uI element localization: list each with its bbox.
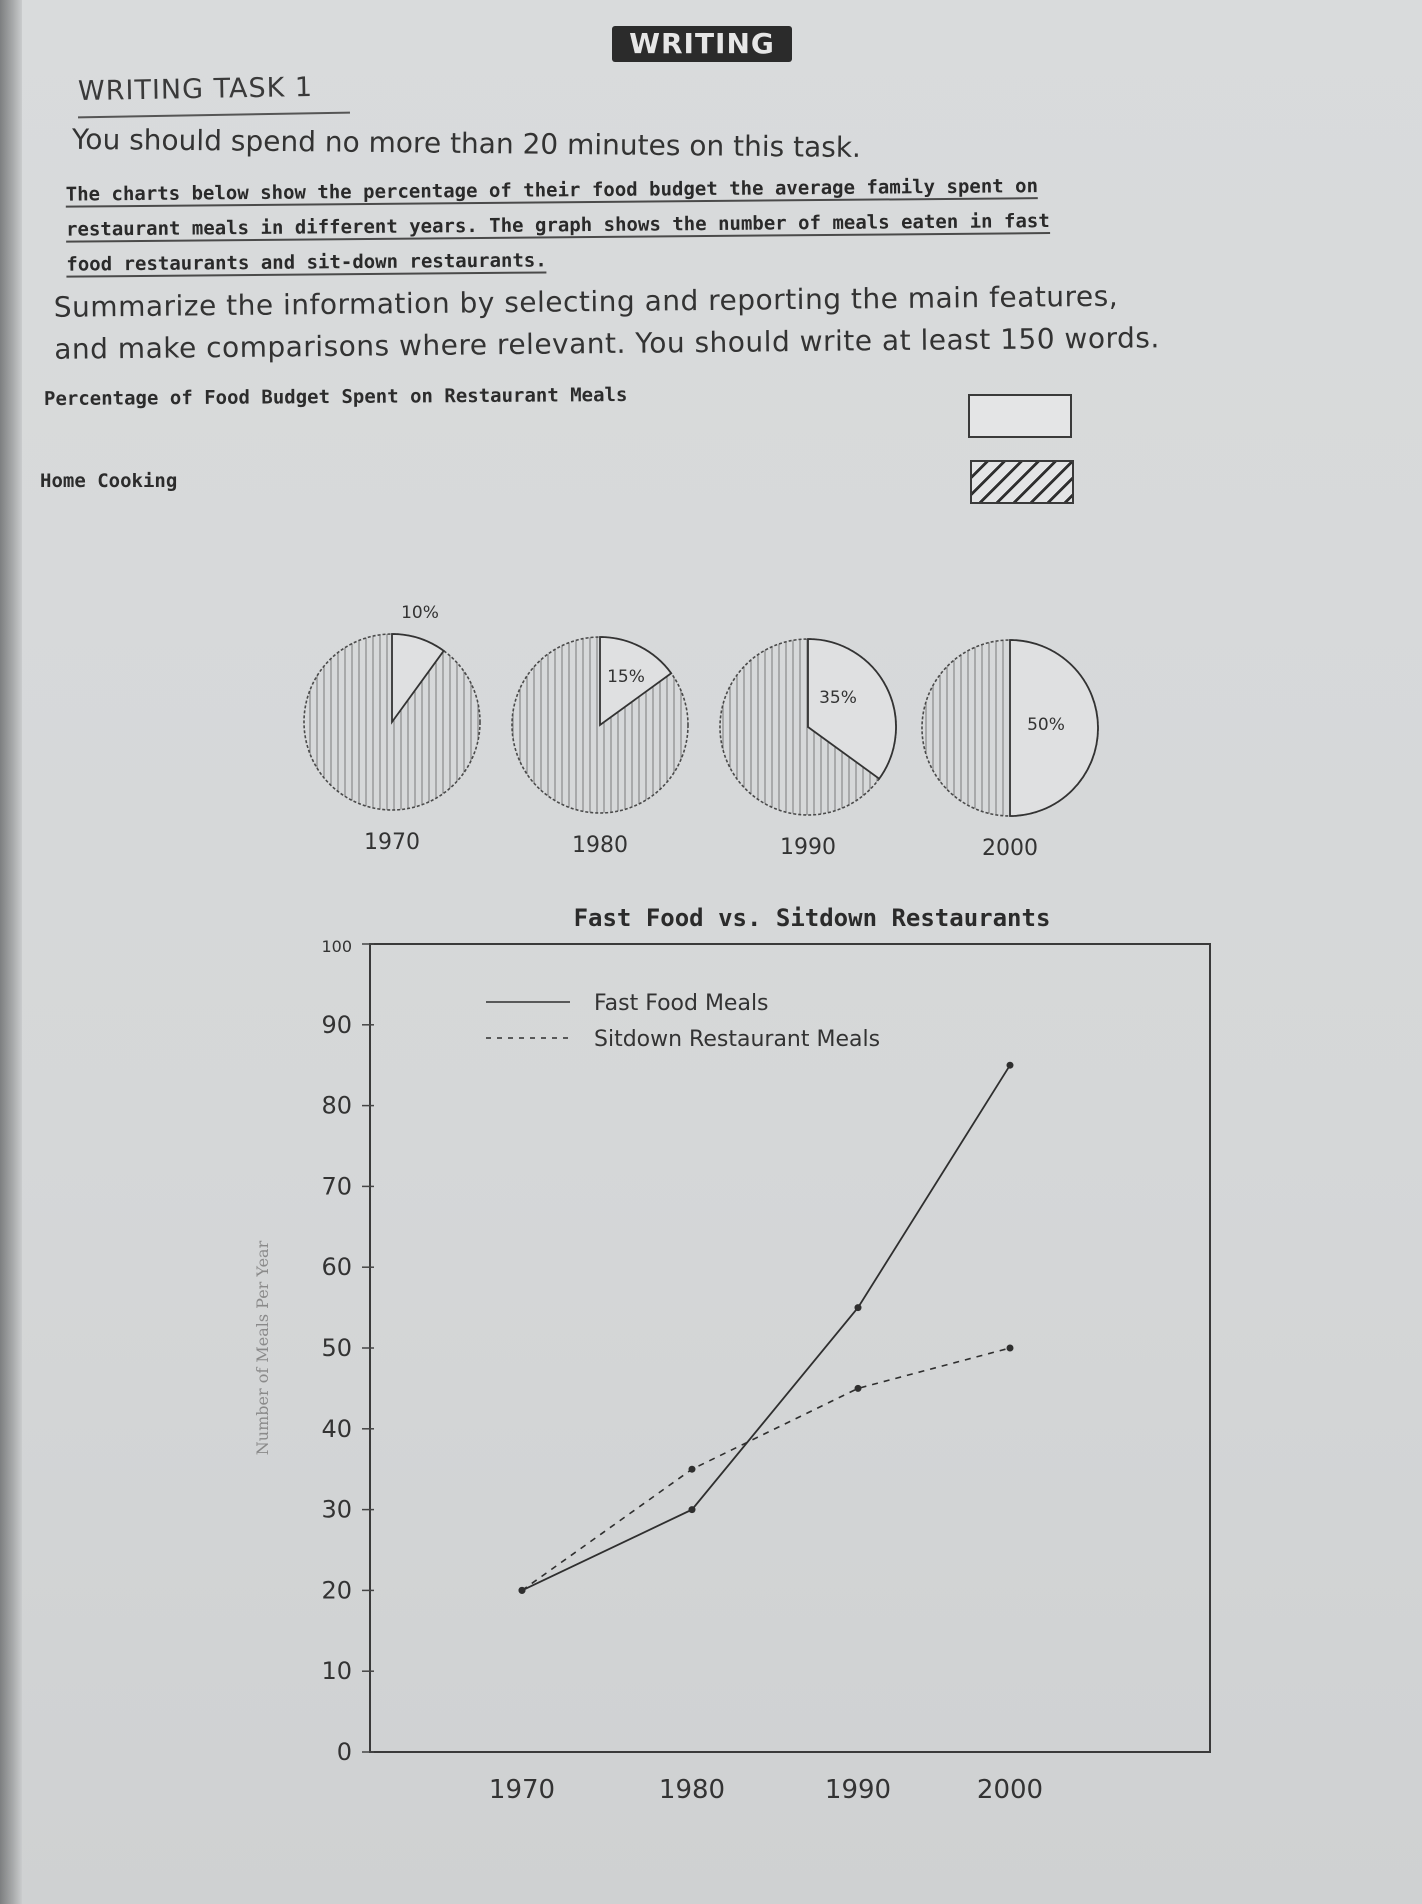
pie-year-label-2000: 2000	[982, 836, 1038, 861]
y-tick-label-60: 60	[321, 1253, 352, 1282]
pie-year-label-1980: 1980	[572, 833, 628, 858]
y-tick-label-100: 100	[321, 937, 352, 956]
prompt-line-1: The charts below show the percentage of their food budget the average family spent on	[65, 175, 1039, 206]
legend-label-sitdown-restaurant-meals: Sitdown Restaurant Meals	[594, 1027, 881, 1052]
task-title: WRITING TASK 1	[77, 71, 314, 108]
y-tick-label-20: 20	[321, 1576, 352, 1605]
point-sitdown-restaurant-meals-2000	[1007, 1345, 1014, 1352]
plot-frame	[370, 944, 1210, 1752]
summary-line-1: Summarize the information by selecting and reporting the main features,	[53, 279, 1119, 324]
pie-year-label-1990: 1990	[780, 835, 836, 860]
y-tick-label-70: 70	[321, 1172, 352, 1201]
line-chart-title: Fast Food vs. Sitdown Restaurants	[573, 904, 1051, 932]
series-line-fast-food-meals	[522, 1065, 1010, 1590]
y-tick-label-50: 50	[321, 1334, 352, 1362]
point-fast-food-meals-2000	[1007, 1062, 1014, 1069]
time-instruction: You should spend no more than 20 minutes on this task.	[71, 122, 862, 165]
section-badge: WRITING	[612, 26, 792, 62]
series-line-sitdown-restaurant-meals	[522, 1348, 1010, 1590]
legend-label-home-cooking: Home Cooking	[40, 470, 178, 492]
legend-label-fast-food-meals: Fast Food Meals	[594, 991, 769, 1016]
y-tick-label-30: 30	[321, 1495, 352, 1524]
legend-label-restaurant: Percentage of Food Budget Spent on Restaurant Meals	[43, 383, 628, 411]
y-tick-label-10: 10	[321, 1657, 352, 1686]
y-tick-label-0: 0	[336, 1738, 352, 1766]
y-tick-label-40: 40	[321, 1414, 352, 1443]
pie-year-label-1970: 1970	[364, 830, 420, 855]
x-tick-label-1990: 1990	[824, 1775, 892, 1805]
line-chart	[253, 904, 1210, 1805]
point-fast-food-meals-1990	[855, 1304, 862, 1311]
y-tick-label-80: 80	[321, 1091, 352, 1120]
pie-1970-percent-label: 10%	[401, 603, 439, 623]
point-sitdown-restaurant-meals-1990	[855, 1385, 862, 1392]
summary-line-2: and make comparisons where relevant. You should write at least 150 words.	[54, 321, 1160, 366]
point-sitdown-restaurant-meals-1970	[519, 1587, 526, 1594]
pie-1990-percent-label: 35%	[819, 688, 857, 708]
x-tick-label-1980: 1980	[658, 1775, 726, 1805]
pie-1980-percent-label: 15%	[607, 667, 645, 687]
x-tick-label-1970: 1970	[488, 1775, 556, 1805]
y-axis-label: Number of Meals Per Year	[253, 1240, 272, 1456]
prompt-line-3: food restaurants and sit-down restaurants.	[66, 249, 547, 276]
point-fast-food-meals-1980	[689, 1506, 696, 1513]
pie-charts	[304, 603, 1098, 861]
prompt-line-2: restaurant meals in different years. The graph shows the number of meals eaten in fast	[65, 210, 1050, 241]
point-sitdown-restaurant-meals-1980	[689, 1466, 696, 1473]
x-tick-label-2000: 2000	[976, 1775, 1044, 1805]
pie-2000-percent-label: 50%	[1027, 715, 1065, 735]
y-tick-label-90: 90	[321, 1010, 352, 1039]
